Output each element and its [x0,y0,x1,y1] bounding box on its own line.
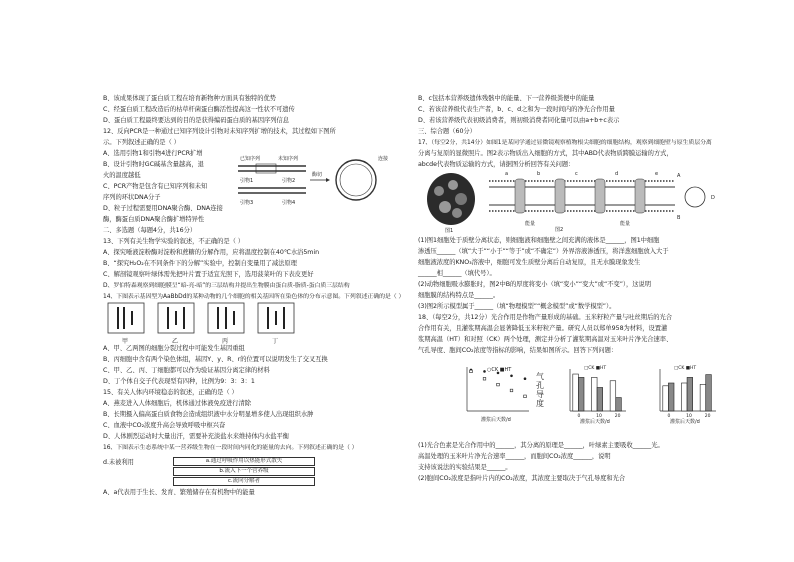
fig2-letter: a [505,171,509,177]
text-line: (3)图2所示模型属于______（填“物理模型”“概念模型”或“数学模型”）。 [418,303,616,310]
text-line: 酶，酶蛋白质DNA聚合酶扩增特异性 [103,216,205,223]
chromosome-label: 甲 [122,338,129,345]
text-line: 气孔导度、胞间CO₂浓度等指标的影响，结果如图所示。回答下列问题： [418,347,618,354]
text-line: abcde代表物质运输的方式，请据图分析回答有关问题： [418,161,575,168]
energy-label: 能量 [620,221,631,227]
pcr-label: 连接 [378,156,389,162]
text-line: 14、下图表示基因型为AaBbDd的某种动物的几个细胞的相关基因所在染色体的分布示意图。下列叙述正确的是（ ） [103,294,405,300]
fig2-letter: b [537,171,541,177]
chromosome-cell [158,303,194,333]
bar [700,384,706,411]
text-line: 三、综合题（60分） [418,128,476,135]
text-line: 18、（每空2分，共12分）光合作用是作物产量形成的基础。玉米籽粒产量与吐丝期后的光合 [418,314,673,321]
text-line: (1)光合色素是光合作用中的______，其分离的原理是______，叶绿素主要吸收______光。 [418,442,664,449]
bar [597,387,603,411]
text-line: 16、下图表示生态系统中某一营养级生物在一段时间内同化的能量的去向。下列叙述正确的是（ ） [103,445,358,451]
bar [663,386,669,411]
text-line: B、c包括本营养级遗体残骸中的能量、下一营养级粪便中的能量 [418,95,595,102]
text-line: C、甲、乙、丙、丁细胞都可以作为验证基因分离定律的材料 [103,367,270,374]
energy-branch-b: b.流入下一个营养级 [173,467,315,476]
energy-flow-diagram [103,457,363,489]
text-line: D、若该营养级代表初级消费者，则初级消费者同化量可以由a+b+c表示 [418,117,620,124]
pcr-label: 引物2 [282,178,296,184]
chart-net-photosynthesis [455,363,535,425]
data-point [524,377,527,380]
data-point [524,395,527,398]
x-axis-label: 灌浆后天数/d [580,419,610,425]
bar [706,375,712,411]
x-tick-label: 0 [577,414,581,419]
text-line: B、丙细胞中含有两个染色体组，基因Y、y、R、r的位置可以说明发生了交叉互换 [103,356,328,363]
legend-entry: □CK ■HT [584,366,607,371]
pcr-label: 引物3 [240,200,254,206]
chart2-ylabel: 气孔导度 [536,372,544,408]
pcr-circular-dna [336,160,376,200]
text-line: 火的温度越低 [103,172,141,179]
chromosome-label: 丁 [272,338,279,345]
fig2-letter: d [615,171,619,177]
text-line: 分离与复原的显微照片。图2表示物质出入细胞的方式，其中ABD代表物质跨膜运输的方式， [418,150,673,157]
chromosome-cell [108,303,144,333]
text-line: D、人体剧烈运动时大量出汗，需要补充淡盐水来维持体内水盐平衡 [103,433,289,440]
text-line: ______相______（填代号）。 [418,270,496,277]
fig2-letter: c [575,171,578,177]
fig2-letter: A [677,173,681,179]
text-line: C、PCR产物是包含有已知序列和未知 [103,183,208,190]
chromosome-label: 丙 [222,338,229,345]
text-line: 支持该说法的实验结果是______。 [418,464,512,471]
pcr-diagram [238,152,388,212]
legend-entry: □CK ■HT [674,366,697,371]
x-axis-label: 灌浆后天数/d [670,419,700,425]
text-line: 15、有关人体内环境稳态的叙述，正确的是（ ） [103,389,238,396]
chromosome-figures [108,303,298,345]
text-line: 渗透压______（填“大于”“小于”“等于”或“不确定”）外界溶液渗透压，将洋葱细胞放入大于 [418,248,669,255]
text-line: B、设计引物时GC碱基含量越高，退 [103,161,204,168]
x-axis-label: 灌浆后天数/d [481,417,511,423]
text-line: C、若该营养级代表生产者，b、c、d之和为一段时间内的净光合作用量 [418,106,615,113]
text-line: 示。下列叙述正确的是（ ） [103,139,180,146]
text-line: 高温处理的玉米叶片净光合速率______，而胞间CO₂浓度______，说明 [418,453,611,460]
bar [591,377,597,411]
text-line: 二、多选题（每题4分，共16分） [103,227,197,234]
text-line: 序列的环状DNA分子 [103,194,161,201]
text-line: B、长期摄入偏高蛋白质食物会造成组织液中水分明显增多使人出现组织水肿 [103,411,314,418]
text-line: (2)胞间CO₂浓度是指叶片内的CO₂浓度，其浓度主要取决于气孔导度和光合 [418,475,626,482]
chromosome-cell [258,303,294,333]
text-line: 13、下列有关生物学实验的叙述，不正确的是（ ） [103,238,245,245]
pcr-label: 酶切 [312,172,323,178]
pcr-label: 已知序列 [240,156,261,162]
x-tick-label: 10 [686,414,692,419]
text-line: 细胞液浓度的KNO₃溶液中，细胞可发生质壁分离后自动复原，且无水膜现象发生 [418,259,641,266]
x-tick-label: 10 [596,414,602,419]
bar [668,383,674,411]
fig1-label: 图1 [445,228,454,234]
chromosome-label: 乙 [172,338,179,345]
data-point [483,370,486,373]
chromosome-cell [208,303,244,333]
fig2-letter: D [711,195,715,201]
text-line: 12、反向PCR是一种通过已知序列设计引物对未知序列扩增的技术，其过程如下图所 [103,128,336,135]
data-point [510,375,513,378]
text-line: D、丁个体自交子代表现型有四种，比例为9：3：3：1 [103,378,255,385]
data-point [510,389,513,392]
bar [681,383,687,411]
text-line: A、选用引物1和引物4进行PCR扩增 [103,150,203,157]
text-line: D、罗伯特森观察到细胞膜呈“暗-亮-暗”的三层结构并提出生物膜由蛋白质-脂质-蛋白质三层结构 [103,283,350,289]
fig2-letter: e [655,171,659,177]
text-line: 浆期高温（HT）和对照（CK）两个处理，测定并分析了灌浆期高温对玉米叶片净光合速率、 [418,336,673,343]
text-line: C、经蛋白质工程改造后的枯草杆菌蛋白酶活性提高这一性状不可遗传 [103,106,295,113]
cell-figures [425,169,725,234]
text-line: 合作用有关，且灌浆期高温会显著降低玉米籽粒产量。研究人员以郑单958为材料，设置灌 [418,325,668,332]
bar [616,398,622,411]
text-line: A、探究唾液淀粉酶对淀粉和蔗糖的分解作用，应将温度控制在40℃水浴5min [103,249,320,256]
pcr-label: 引物4 [282,200,296,206]
text-line: C、血液中CO₂浓度升高会导致呼吸中枢兴奋 [103,422,226,429]
energy-label: 能量 [525,221,536,227]
text-line: (1)图1细胞处于质壁分离状态，则细胞液和细胞壁之间充满的液体是______，图1中细胞 [418,237,660,244]
data-point [470,370,473,373]
chart-stomatal-conductance [560,363,630,425]
x-tick-label: 20 [704,414,711,419]
fig1-micrograph [427,173,475,225]
fig2-membrane [489,179,705,213]
bar [687,377,693,411]
text-line: (2)动物细胞吸水膨胀时，图2中B的厚度将变小（填“变小”“变大”或“不变”），这说明 [418,281,652,288]
energy-branch-c: c.流向分解者 [173,477,315,486]
text-line: 细胞膜的结构特点是______。 [418,292,500,299]
fig2-letter: B [677,215,681,221]
legend-entry: ○CK ■HT [487,367,512,373]
text-line: B、“探究H₂O₂在不同条件下的分解”实验中，控制自变量用了减法原理 [103,260,297,267]
text-line: A、燕麦进入人体细胞后，机体通过体液免疫进行清除 [103,400,251,407]
text-line: C、解剖镜观察叶绿体需先把叶片置于适宜光照下，选用菠菜叶的下表皮更好 [103,271,314,278]
bar [573,374,579,411]
chart-intercellular-co2 [650,363,720,425]
text-line: D、粒子过程需要用DNA聚合酶、DNA连接 [103,205,223,212]
data-point [497,383,500,386]
bar [610,381,616,411]
energy-branch-a: a.通过呼吸作用以热能形式散失 [173,457,315,466]
x-tick-label: 20 [614,414,621,419]
bar [578,377,584,411]
pcr-label: 未知序列 [278,156,299,162]
text-line: D、蛋白质工程最终要达到的目的是获得编码蛋白质的基因序列信息 [103,117,289,124]
pcr-label: 引物1 [240,178,254,184]
text-line: A、a代表用于生长、发育、繁殖储存在有机物中的能量 [103,489,255,496]
x-tick-label: 0 [667,414,671,419]
fig2-label: 图2 [555,227,564,233]
energy-root: d.未被利用 [103,459,134,466]
text-line: B、该成果体现了蛋白质工程在培育新物种方面具有独特的优势 [103,95,276,102]
text-line: A、甲、乙两图的细胞分裂过程中可能发生基因重组 [103,345,245,352]
text-line: 17、（每空2分，共14分）如图1是某同学通过显微镜观察植物根尖细胞的细胞结构，观察到细胞壁与原生质层分离 [418,140,712,146]
data-point [483,377,486,380]
